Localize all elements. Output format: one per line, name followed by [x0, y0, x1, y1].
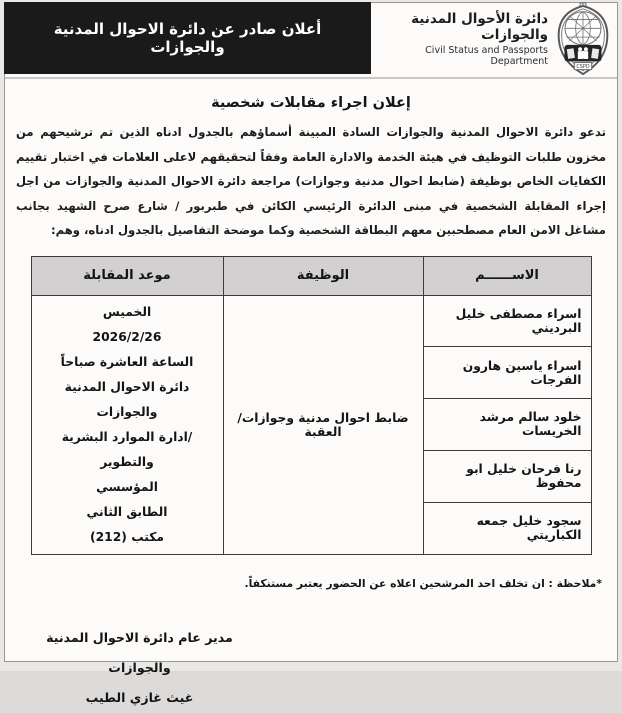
intro-paragraph: تدعو دائرة الاحوال المدنية والجوازات السادة المبينة أسماؤهم بالجدول ادناه الذين تم ترشيحهم من مخزون طلبات التوظيف في هيئة الخدمة والادارة العامة وفقاً لتحقيقهم لاعلى العلامات في اختبار تقييم الكفايات الخاص بوظيفة (ضابط احوال مدنية وجوازات) مراجعة دائرة الاحوال المدنية والجوازات من اجل إجراء المقابلة الشخصية في مبنى الدائرة الرئيسي الكائن في طبربور / شارع صرح الشهيد بجانب مشاغل الامن العام مصطحبين معهم البطاقة الشخصية وكما موضحة التفاصيل بالجدول ادناه، وهم: [16, 125, 606, 237]
appointment-line: دائرة الاحوال المدنية والجوازات [64, 379, 190, 419]
cspd-abbr-text: CSPD [576, 64, 590, 71]
signature-title: مدير عام دائرة الاحوال المدنية والجوازات [46, 629, 233, 675]
column-header-job: الوظيفة [223, 256, 423, 295]
org-name-english: Civil Status and Passports Department [425, 45, 548, 67]
candidate-name: خلود سالم مرشد الخريسات [423, 399, 591, 451]
candidate-name: رنا فرحان خليل ابو محفوظ [423, 450, 591, 502]
column-header-appointment: موعد المقابلة [31, 256, 223, 295]
appointment-line: المؤسسي [96, 479, 158, 494]
job-title-cell: ضابط احوال مدنية وجوازات/ العقبة [223, 295, 423, 554]
column-header-name: الاســــــم [423, 256, 591, 295]
appointment-cell [31, 295, 223, 554]
signature-name: غيث غازي الطيب [85, 689, 194, 705]
banner-text: أعلان صادر عن دائرة الاحوال المدنية والجوازات [53, 20, 322, 56]
table-row [31, 295, 591, 347]
announcement-banner [4, 2, 371, 74]
appointment-line: مكتب (212) [90, 529, 164, 544]
document-header [5, 3, 617, 80]
appointment-line: الطابق الثاني [86, 504, 168, 519]
footnote: *ملاحظة : ان تخلف احد المرشحين اعلاه عن الحضور يعتبر مستنكفاً. [244, 576, 602, 590]
cspd-emblem-icon [553, 3, 613, 77]
appointment-line: /ادارة الموارد البشرية والتطوير [61, 429, 193, 469]
header-divider [5, 77, 617, 79]
interview-schedule-table [31, 256, 592, 555]
org-name-arabic: دائرة الأحوال المدنية والجوازات [411, 11, 548, 43]
org-names [369, 11, 548, 67]
org-identity [369, 3, 617, 75]
table-header-row [31, 256, 591, 295]
appointment-line: الساعة العاشرة صباحاً [60, 354, 194, 369]
document-frame [4, 2, 618, 705]
candidate-name: اسراء ياسين هارون الفرجات [423, 347, 591, 399]
signature-block [5, 623, 260, 713]
page-title: إعلان اجراء مقابلات شخصية [211, 95, 411, 111]
candidate-name: اسراء مصطفى خليل البرديني [423, 295, 591, 347]
candidate-name: سجود خليل جمعه الكباريتي [423, 502, 591, 554]
appointment-line: الخميس [102, 304, 152, 319]
appointment-line: 2026/2/26 [92, 329, 162, 344]
